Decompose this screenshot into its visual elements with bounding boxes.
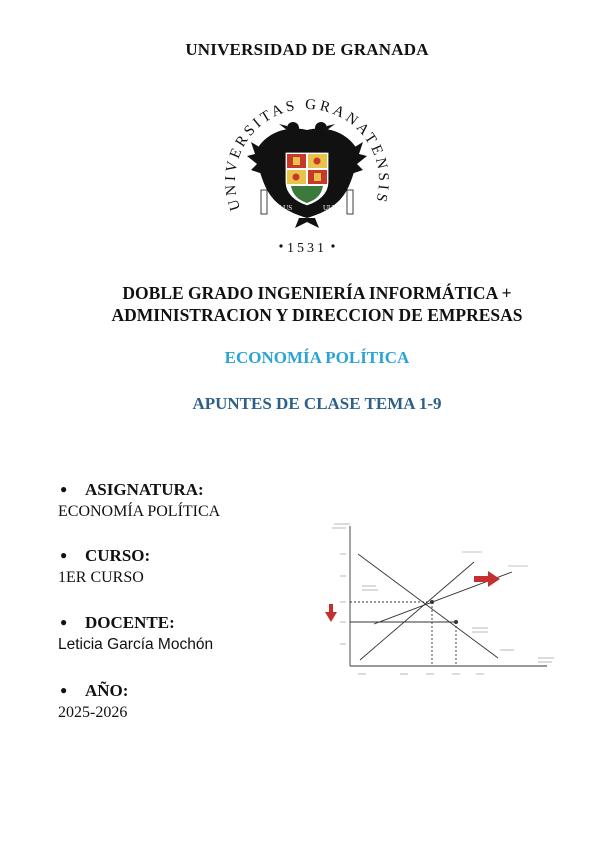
equilibrium-point-lower	[454, 620, 458, 624]
degree-title	[0, 282, 614, 326]
seal-motto-left: PLUS	[275, 204, 293, 212]
field-value: 2025-2026	[58, 704, 128, 721]
field-value: Leticia García Mochón	[58, 636, 214, 653]
seal-year: 1531	[287, 241, 327, 256]
demand-line	[358, 554, 498, 658]
supply-demand-illustration	[322, 518, 560, 678]
bullet-icon: ●	[60, 683, 68, 697]
bullet-icon: ●	[60, 548, 68, 562]
coat-of-arms-shield	[285, 152, 329, 206]
field-label: AÑO:	[85, 681, 129, 700]
field-label: ASIGNATURA:	[85, 480, 204, 499]
price-down-arrow-icon	[325, 604, 337, 622]
seal-legend: UNIVERSITAS GRANATENSIS	[222, 96, 392, 213]
university-seal-logo	[221, 86, 393, 258]
field-label: CURSO:	[85, 546, 151, 565]
field-value: ECONOMÍA POLÍTICA	[58, 503, 221, 520]
equilibrium-point-upper	[430, 600, 434, 604]
subject-title: ECONOMÍA POLÍTICA	[224, 348, 410, 367]
bullet-icon: ●	[60, 482, 68, 496]
field-ano	[60, 679, 128, 724]
field-value: 1ER CURSO	[58, 569, 144, 586]
bullet-icon: ●	[60, 615, 68, 629]
notes-title: APUNTES DE CLASE TEMA 1-9	[192, 394, 442, 413]
field-asignatura	[60, 478, 220, 523]
degree-title-line1: DOBLE GRADO INGENIERÍA INFORMÁTICA +	[122, 283, 512, 303]
degree-title-line2: ADMINISTRACION Y DIRECCION DE EMPRESAS	[111, 305, 523, 325]
seal-motto-right: ULTRA	[323, 204, 346, 212]
field-label: DOCENTE:	[85, 613, 175, 632]
supply-line	[360, 562, 474, 660]
field-curso	[60, 544, 150, 589]
field-docente	[60, 611, 213, 656]
university-name: UNIVERSIDAD DE GRANADA	[185, 40, 429, 59]
